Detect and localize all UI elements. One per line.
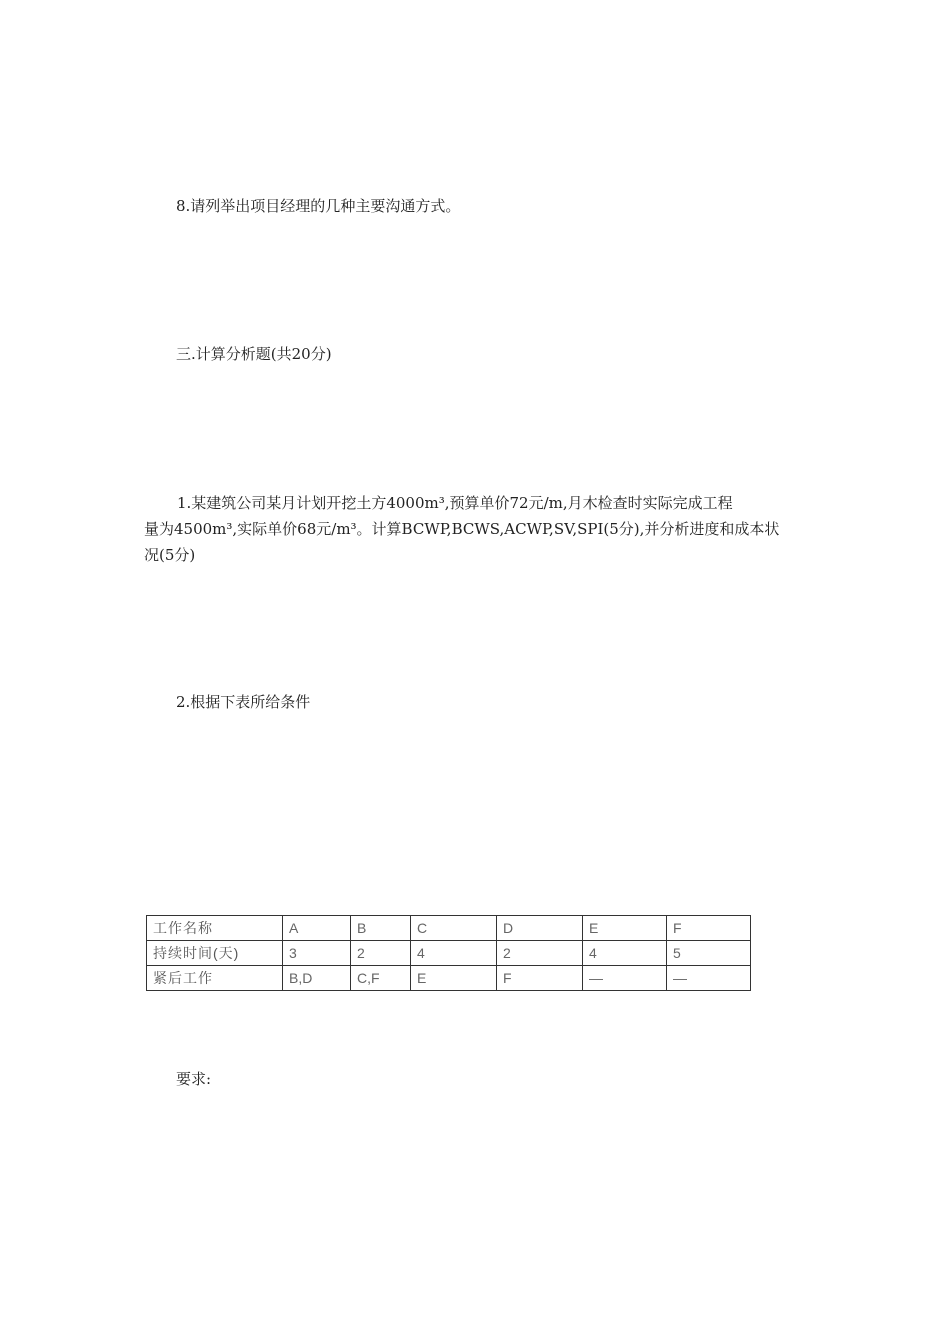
calc-question-1-line-1: 1.某建筑公司某月计划开挖土方4000m³,预算单价72元/m,月木检查时实际完成工程 bbox=[177, 494, 733, 512]
calc-question-1-line-3: 况(5分) bbox=[144, 546, 196, 564]
table-cell: 4 bbox=[411, 941, 497, 966]
requirement-label: 要求: bbox=[176, 1070, 212, 1088]
table-cell: E bbox=[583, 916, 667, 941]
table-cell: C bbox=[411, 916, 497, 941]
table-cell: — bbox=[667, 966, 751, 991]
table-cell: 2 bbox=[351, 941, 411, 966]
row-header-successor: 紧后工作 bbox=[147, 966, 283, 991]
table-cell: 3 bbox=[283, 941, 351, 966]
question-8: 8.请列举出项目经理的几种主要沟通方式。 bbox=[176, 197, 461, 215]
work-table bbox=[146, 915, 751, 991]
table-cell: F bbox=[497, 966, 583, 991]
calc-question-1 bbox=[144, 490, 814, 568]
table-cell: — bbox=[583, 966, 667, 991]
calc-question-1-line-2: 量为4500m³,实际单价68元/m³。计算BCWP,BCWS,ACWP,SV,SPI(5分),并分析进度和成本状 bbox=[144, 520, 780, 538]
table-cell: B,D bbox=[283, 966, 351, 991]
table-row bbox=[147, 916, 751, 941]
table-cell: B bbox=[351, 916, 411, 941]
section-title: 三.计算分析题(共20分) bbox=[176, 345, 332, 363]
table-cell: C,F bbox=[351, 966, 411, 991]
table-cell: F bbox=[667, 916, 751, 941]
calc-question-2: 2.根据下表所给条件 bbox=[176, 693, 311, 711]
table-row bbox=[147, 941, 751, 966]
table-row bbox=[147, 966, 751, 991]
table-cell: D bbox=[497, 916, 583, 941]
table-cell: 4 bbox=[583, 941, 667, 966]
table-cell: A bbox=[283, 916, 351, 941]
row-header-work-name: 工作名称 bbox=[147, 916, 283, 941]
row-header-duration: 持续时间(天) bbox=[147, 941, 283, 966]
table-cell: 5 bbox=[667, 941, 751, 966]
table-cell: 2 bbox=[497, 941, 583, 966]
table-cell: E bbox=[411, 966, 497, 991]
